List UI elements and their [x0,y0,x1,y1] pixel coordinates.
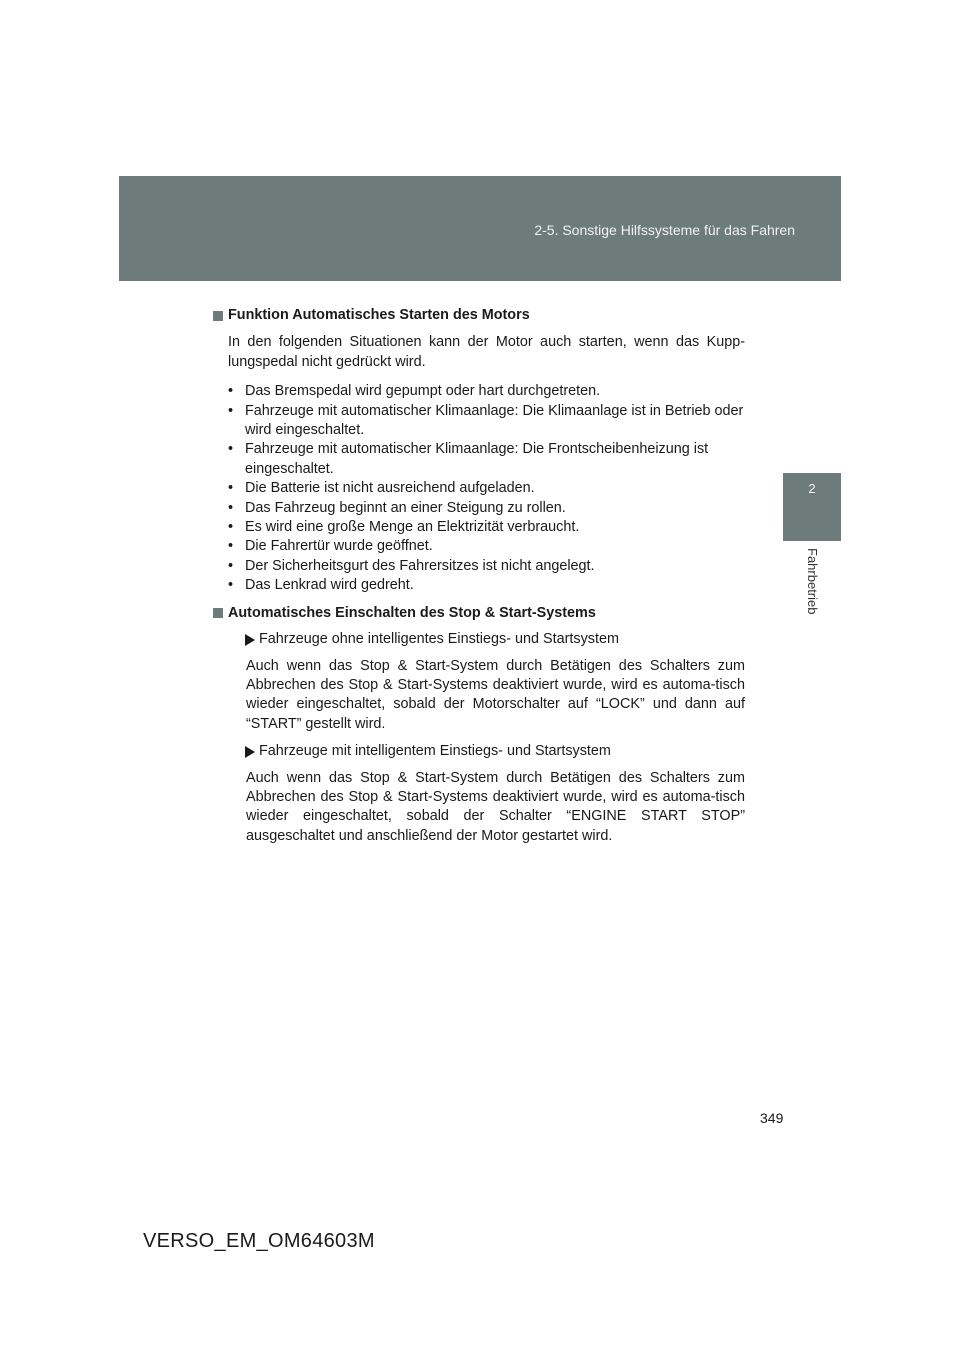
triangle-right-icon [245,634,255,646]
list-item: • Fahrzeuge mit automatischer Klimaanlage: Die Frontscheibenheizung ist eingeschaltet. [228,441,709,477]
list-item: • Die Fahrertür wurde geöffnet. [228,538,433,555]
chapter-label: Fahrbetrieb [805,548,820,615]
list-item: • Das Bremspedal wird gepumpt oder hart durchgetreten. [228,383,601,400]
header-band [119,176,841,281]
square-bullet-icon [213,608,223,618]
page-content [213,306,745,846]
list-item: • Die Batterie ist nicht ausreichend aufgeladen. [228,480,535,497]
list-item: • Der Sicherheitsgurt des Fahrersitzes ist nicht angelegt. [228,557,595,574]
section-title: 2-5. Sonstige Hilfssysteme für das Fahren [534,222,795,238]
section-heading: Automatisches Einschalten des Stop & Start-Systems [213,604,745,623]
bullet-list [213,382,745,595]
list-item: • Es wird eine große Menge an Elektrizität verbraucht. [228,519,580,536]
square-bullet-icon [213,311,223,321]
page-number: 349 [760,1110,784,1126]
section-heading: Funktion Automatisches Starten des Motors [213,306,745,325]
chapter-number: 2 [808,481,816,496]
list-item: • Fahrzeuge mit automatischer Klimaanlage: Die Klimaanlage ist in Betrieb oder wird eingeschaltet. [228,402,744,439]
chapter-tab [783,473,841,541]
sub-item-text: Auch wenn das Stop & Start-System durch Betätigen des Schalters zum Abbrechen des Stop & Start-Systems deaktiviert wurde, wird es automa-tisch wieder eingeschaltet, sobald der Schalter “ENGINE START STOP” ausgeschaltet und anschließend der Motor gestartet wird. [246,769,745,844]
document-code: VERSO_EM_OM64603M [143,1230,375,1252]
list-item: • Das Fahrzeug beginnt an einer Steigung zu rollen. [228,499,566,516]
section-intro: In den folgenden Situationen kann der Motor auch starten, wenn das Kupp-lungspedal nicht gedrückt wird. [228,334,745,370]
sub-item-title: Fahrzeuge ohne intelligentes Einstiegs- und Startsystem [213,630,745,649]
list-item: • Das Lenkrad wird gedreht. [228,577,414,594]
sub-item-title: Fahrzeuge mit intelligentem Einstiegs- und Startsystem [213,742,745,761]
triangle-right-icon [245,746,255,758]
sub-item-text: Auch wenn das Stop & Start-System durch Betätigen des Schalters zum Abbrechen des Stop & Start-Systems deaktiviert wurde, wird es automa-tisch wieder eingeschaltet, sobald der Motorschalter auf “LOCK” und dann auf “START” gestellt wird. [246,657,745,732]
